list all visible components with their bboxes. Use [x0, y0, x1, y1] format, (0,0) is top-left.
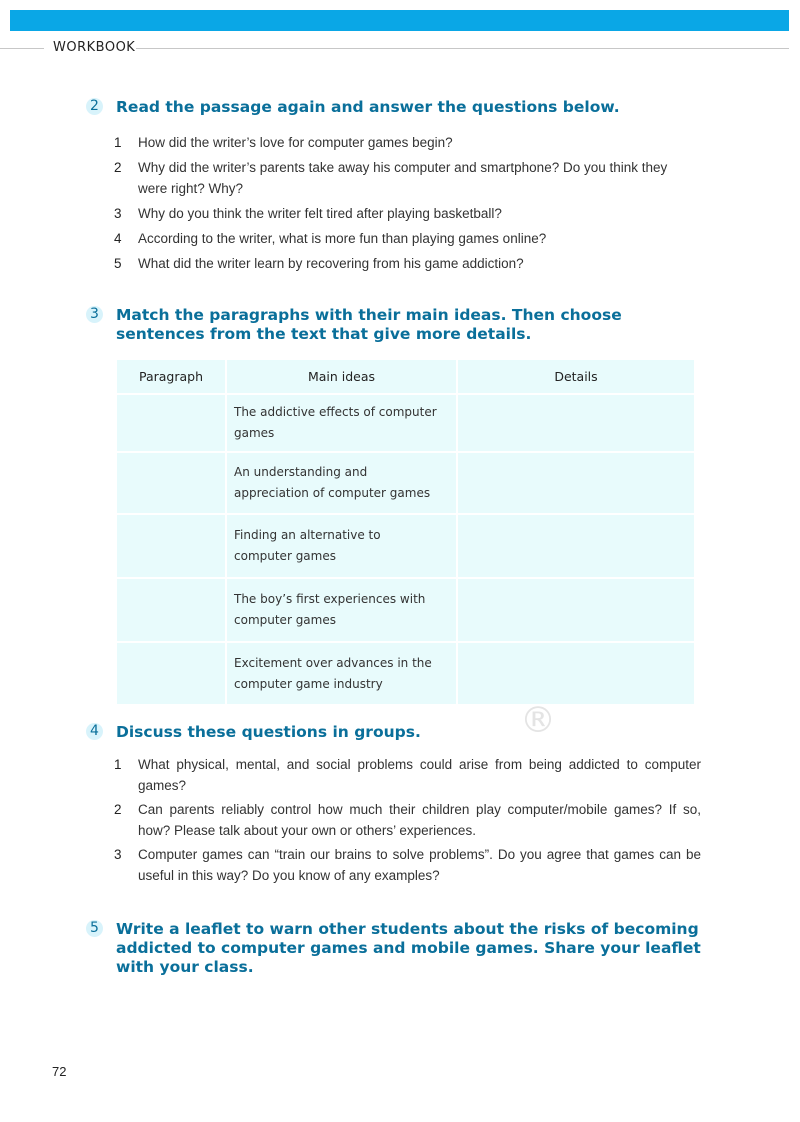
section-2-number: 2 [86, 98, 103, 115]
question-item: 3 Why do you think the writer felt tired after playing basketball? [114, 206, 502, 221]
question-item: 1 How did the writer’s love for computer games begin? [114, 135, 453, 150]
table-row [117, 394, 694, 452]
top-accent-bar [10, 10, 789, 31]
main-idea-cell: The boy’s first experiences with computer games [226, 578, 457, 642]
section-4 [86, 723, 716, 886]
section-3-title: Match the paragraphs with their main ideas. Then choose sentences from the text that give more details. [116, 306, 622, 343]
paragraph-cell[interactable] [117, 578, 226, 642]
section-5-heading [86, 920, 706, 977]
paragraph-cell[interactable] [117, 452, 226, 514]
section-4-heading [86, 723, 716, 742]
section-5-number: 5 [86, 920, 103, 937]
details-cell[interactable] [457, 394, 694, 452]
details-cell[interactable] [457, 452, 694, 514]
section-2 [86, 98, 716, 274]
details-cell[interactable] [457, 514, 694, 578]
question-item: 5 What did the writer learn by recovering from his game addiction? [114, 256, 524, 271]
header-rule-right [136, 48, 789, 49]
section-5-title: Write a leaflet to warn other students about the risks of becoming addicted to computer games and mobile games. Share your leaflet with your class. [116, 920, 701, 976]
section-2-questions [86, 132, 676, 274]
section-4-number: 4 [86, 723, 103, 740]
matching-table [117, 360, 694, 706]
table-row [117, 514, 694, 578]
question-item: 3 Computer games can “train our brains to solve problems”. Do you agree that games can be useful in this way? Do you know of any examples? [114, 847, 701, 883]
question-item: 4 According to the writer, what is more fun than playing games online? [114, 231, 547, 246]
section-3 [86, 306, 706, 344]
paragraph-cell[interactable] [117, 514, 226, 578]
main-idea-cell: An understanding and appreciation of computer games [226, 452, 457, 514]
main-idea-cell: Excitement over advances in the computer game industry [226, 642, 457, 705]
details-cell[interactable] [457, 642, 694, 705]
question-item: 2 Can parents reliably control how much their children play computer/mobile games? If so, how? Please talk about your own or others’ experiences. [114, 802, 701, 838]
section-3-heading [86, 306, 706, 344]
paragraph-cell[interactable] [117, 394, 226, 452]
table-row [117, 578, 694, 642]
main-idea-cell: The addictive effects of computer games [226, 394, 457, 452]
table-row [117, 642, 694, 705]
details-cell[interactable] [457, 578, 694, 642]
main-idea-cell: Finding an alternative to computer games [226, 514, 457, 578]
section-3-number: 3 [86, 306, 103, 323]
header-rule-left [0, 48, 44, 49]
page-header [0, 38, 800, 58]
section-4-title: Discuss these questions in groups. [116, 723, 421, 741]
section-2-title: Read the passage again and answer the questions below. [116, 98, 620, 116]
page-number: 72 [52, 1064, 67, 1079]
watermark-registered-icon: ® [520, 700, 556, 741]
header-main-ideas: Main ideas [226, 360, 457, 394]
question-item: 2 Why did the writer’s parents take away his computer and smartphone? Do you think they were right? Why? [114, 160, 668, 196]
main-ideas-table [117, 360, 694, 704]
question-item: 1 What physical, mental, and social problems could arise from being addicted to computer games? [114, 757, 701, 793]
paragraph-cell[interactable] [117, 642, 226, 705]
table-header-row [117, 360, 694, 394]
section-4-questions [86, 754, 701, 886]
header-details: Details [457, 360, 694, 394]
workbook-label: WORKBOOK [53, 40, 136, 55]
section-2-heading [86, 98, 716, 117]
table-row [117, 452, 694, 514]
header-paragraph: Paragraph [117, 360, 226, 394]
section-5 [86, 920, 706, 977]
